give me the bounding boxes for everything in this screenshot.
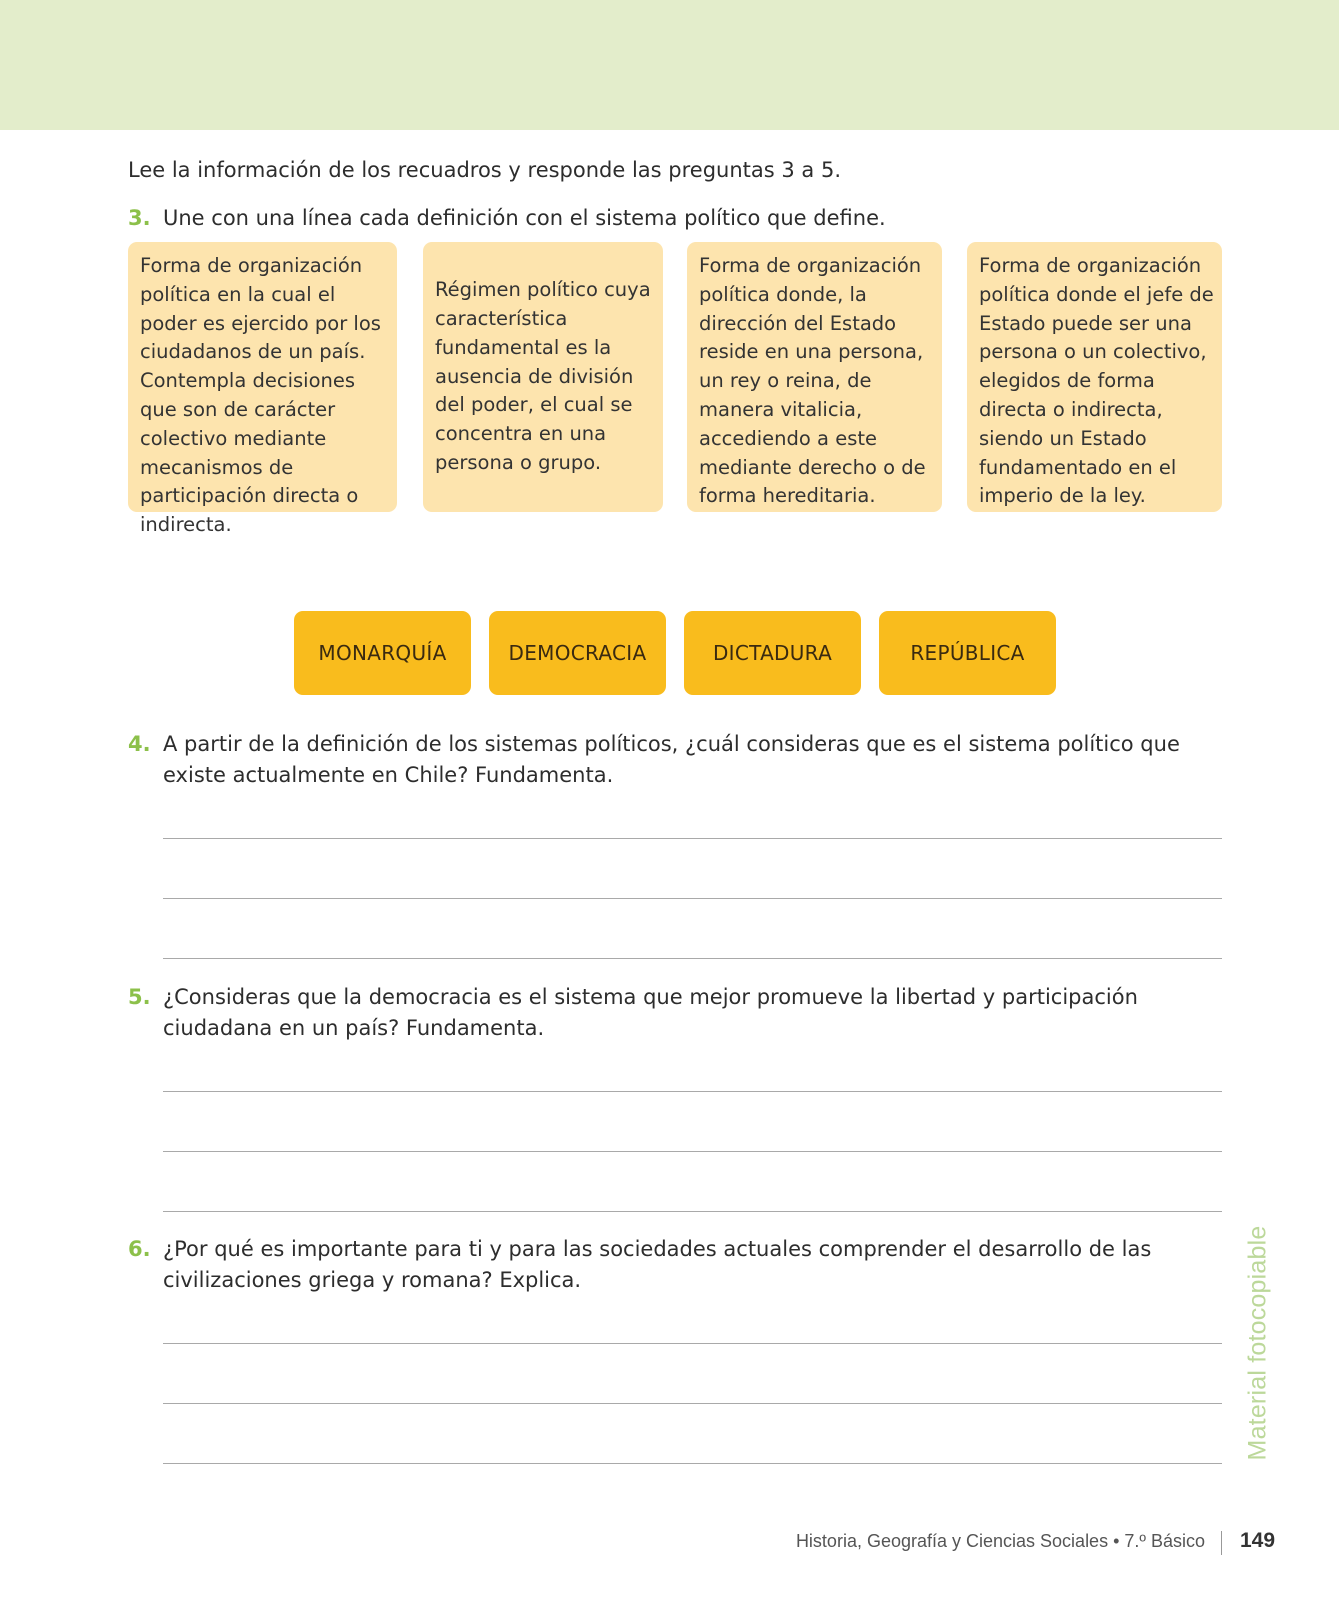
definition-text: Forma de organización política en la cual el poder es ejercido por los ciudadanos de un país. Contempla decisiones que son de carácter colectivo mediante mecanismos de participación directa o indirecta. xyxy=(140,254,381,537)
question-text: A partir de la definición de los sistemas políticos, ¿cuál consideras que es el sistema político que existe actualmente en Chile? Fundamenta. xyxy=(163,732,1180,787)
definition-text: Forma de organización política donde el jefe de Estado puede ser una persona o un colectivo, elegidos de forma directa o indirecta, siendo un Estado fundamentado en el imperio de la ley. xyxy=(979,254,1214,508)
answer-line[interactable] xyxy=(163,1091,1222,1092)
definition-box-3[interactable] xyxy=(687,242,942,512)
definition-text: Forma de organización política donde, la dirección del Estado reside en una persona, un rey o reina, de manera vitalicia, accediendo a este mediante derecho o de forma hereditaria. xyxy=(699,254,926,508)
answer-line[interactable] xyxy=(163,1403,1222,1404)
term-republica[interactable]: REPÚBLICA xyxy=(879,611,1056,695)
answer-line[interactable] xyxy=(163,958,1222,959)
question-text: ¿Por qué es importante para ti y para las sociedades actuales comprender el desarrollo de las civilizaciones griega y romana? Explica. xyxy=(163,1237,1152,1292)
answer-line[interactable] xyxy=(163,1151,1222,1152)
question-6 xyxy=(128,1234,1228,1296)
answer-line[interactable] xyxy=(163,1211,1222,1212)
definition-box-1[interactable] xyxy=(128,242,397,537)
question-5 xyxy=(128,982,1228,1044)
term-dictadura[interactable]: DICTADURA xyxy=(684,611,861,695)
footer-divider xyxy=(1221,1531,1222,1555)
definition-text: Régimen político cuya característica fundamental es la ausencia de división del poder, el cual se concentra en una persona o grupo. xyxy=(435,278,651,474)
definition-box-2[interactable] xyxy=(423,242,663,512)
answer-line[interactable] xyxy=(163,838,1222,839)
question-4 xyxy=(128,729,1228,791)
question-text: Une con una línea cada definición con el sistema político que define. xyxy=(163,206,886,230)
question-text: ¿Consideras que la democracia es el sistema que mejor promueve la libertad y participación ciudadana en un país? Fundamenta. xyxy=(163,985,1138,1040)
question-number: 6. xyxy=(128,1237,151,1261)
page-number: 149 xyxy=(1240,1529,1276,1552)
answer-line[interactable] xyxy=(163,1463,1222,1464)
definition-box-4[interactable] xyxy=(967,242,1222,512)
term-democracia[interactable]: DEMOCRACIA xyxy=(489,611,666,695)
term-monarquia[interactable]: MONARQUÍA xyxy=(294,611,471,695)
side-label: Material fotocopiable xyxy=(1243,1225,1272,1461)
question-3 xyxy=(128,203,1228,234)
answer-line[interactable] xyxy=(163,898,1222,899)
footer-book-title: Historia, Geografía y Ciencias Sociales • 7.º Básico xyxy=(795,1531,1205,1551)
header-band xyxy=(0,0,1339,130)
answer-line[interactable] xyxy=(163,1343,1222,1344)
question-number: 4. xyxy=(128,732,151,756)
question-number: 3. xyxy=(128,206,151,230)
question-number: 5. xyxy=(128,985,151,1009)
instructions: Lee la información de los recuadros y responde las preguntas 3 a 5. xyxy=(128,158,841,182)
